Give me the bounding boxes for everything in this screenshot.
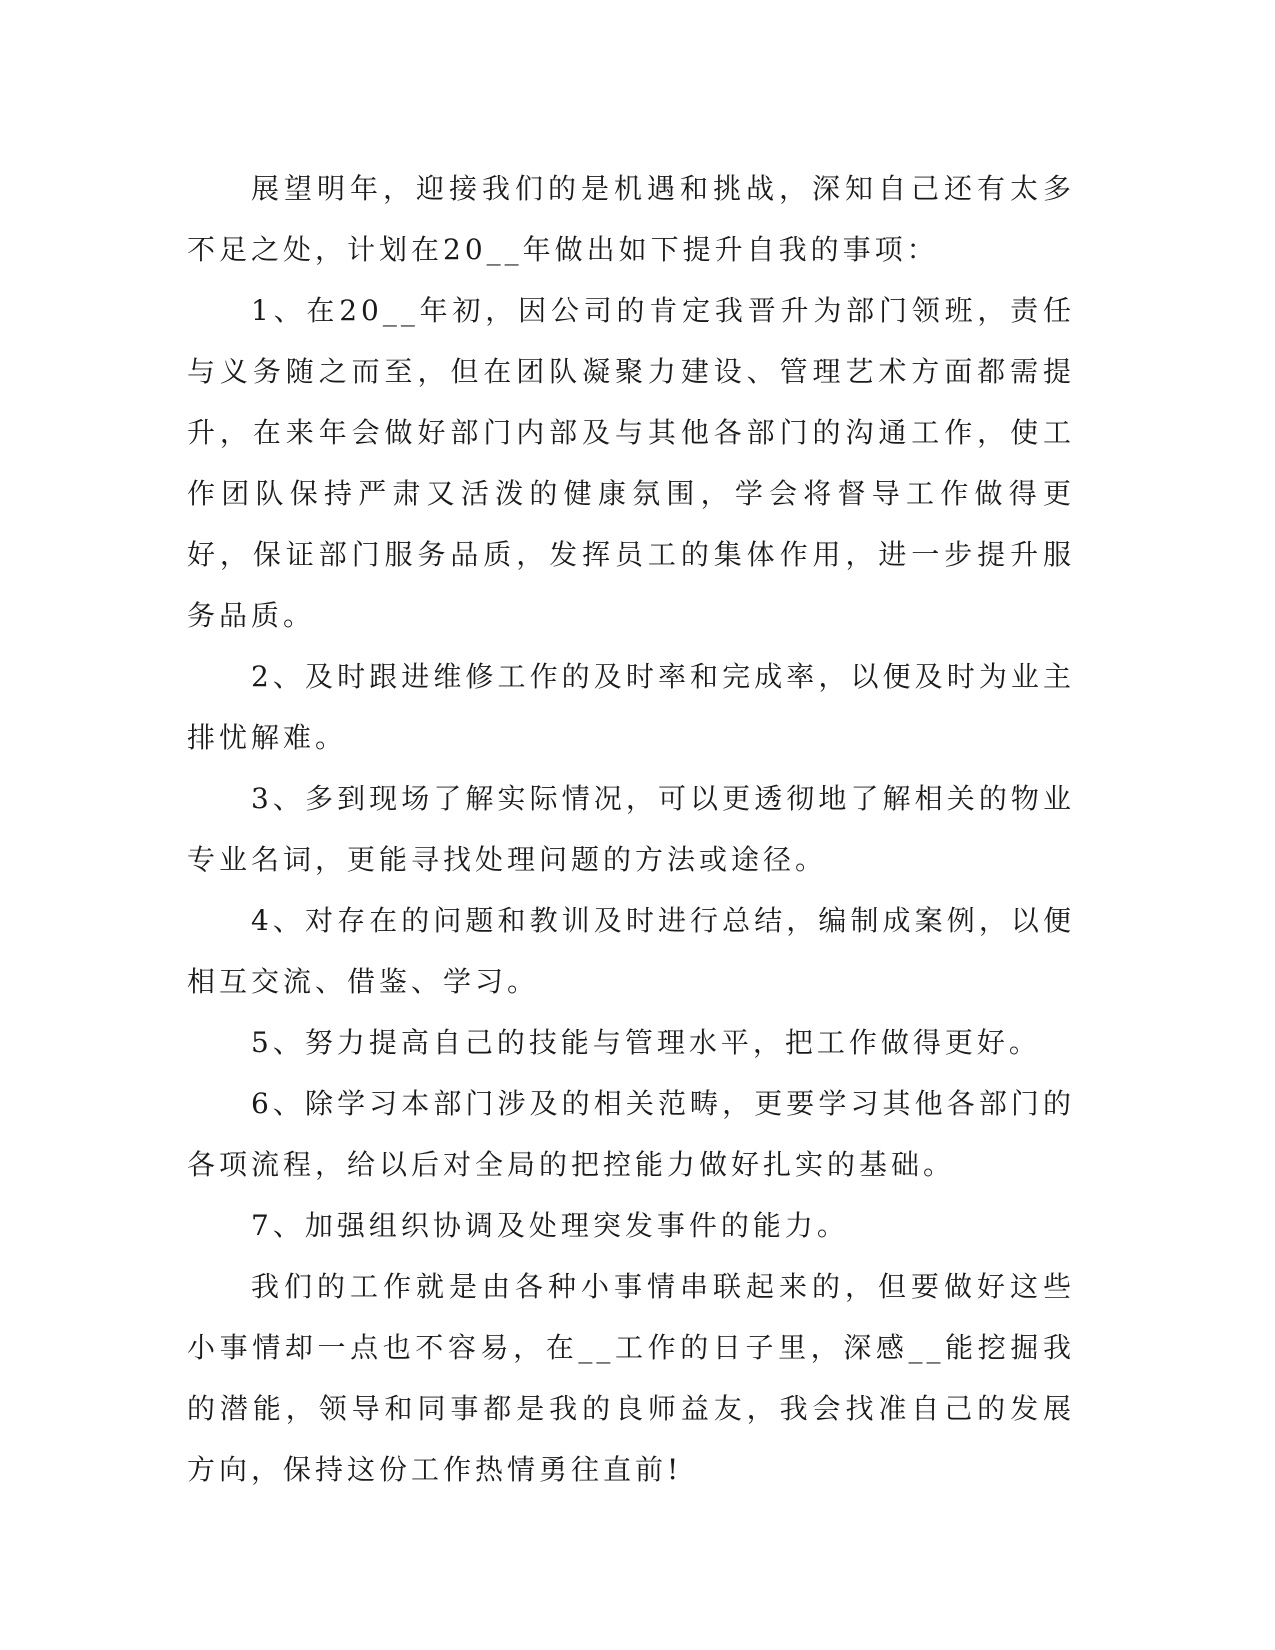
paragraph-item-7: 7、加强组织协调及处理突发事件的能力。 bbox=[251, 1209, 849, 1242]
paragraph-item-6: 6、除学习本部门涉及的相关范畴，更要学习其他各部门的各项流程，给以后对全局的把控能力做好扎实的基础。 bbox=[187, 1087, 1075, 1181]
paragraph-conclusion: 我们的工作就是由各种小事情串联起来的，但要做好这些小事情却一点也不容易，在__工作的日子里，深感__能挖掘我的潜能，领导和同事都是我的良师益友，我会找准自己的发展方向，保持这份工作热情勇往直前! bbox=[187, 1270, 1075, 1486]
paragraph-item-3: 3、多到现场了解实际情况，可以更透彻地了解相关的物业专业名词，更能寻找处理问题的方法或途径。 bbox=[187, 782, 1075, 876]
document-body bbox=[187, 158, 1075, 1500]
paragraph-outlook: 展望明年，迎接我们的是机遇和挑战，深知自己还有太多不足之处，计划在20__年做出如下提升自我的事项： bbox=[187, 172, 1075, 266]
paragraph-item-5: 5、努力提高自己的技能与管理水平，把工作做得更好。 bbox=[251, 1026, 1041, 1059]
paragraph-item-2: 2、及时跟进维修工作的及时率和完成率，以便及时为业主排忧解难。 bbox=[187, 660, 1075, 754]
paragraph-item-4: 4、对存在的问题和教训及时进行总结，编制成案例，以便相互交流、借鉴、学习。 bbox=[187, 904, 1075, 998]
paragraph-item-1: 1、在20__年初，因公司的肯定我晋升为部门领班，责任与义务随之而至，但在团队凝聚力建设、管理艺术方面都需提升，在来年会做好部门内部及与其他各部门的沟通工作，使工作团队保持严肃又活泼的健康氛围，学会将督导工作做得更好，保证部门服务品质，发挥员工的集体作用，进一步提升服务品质。 bbox=[187, 294, 1075, 632]
